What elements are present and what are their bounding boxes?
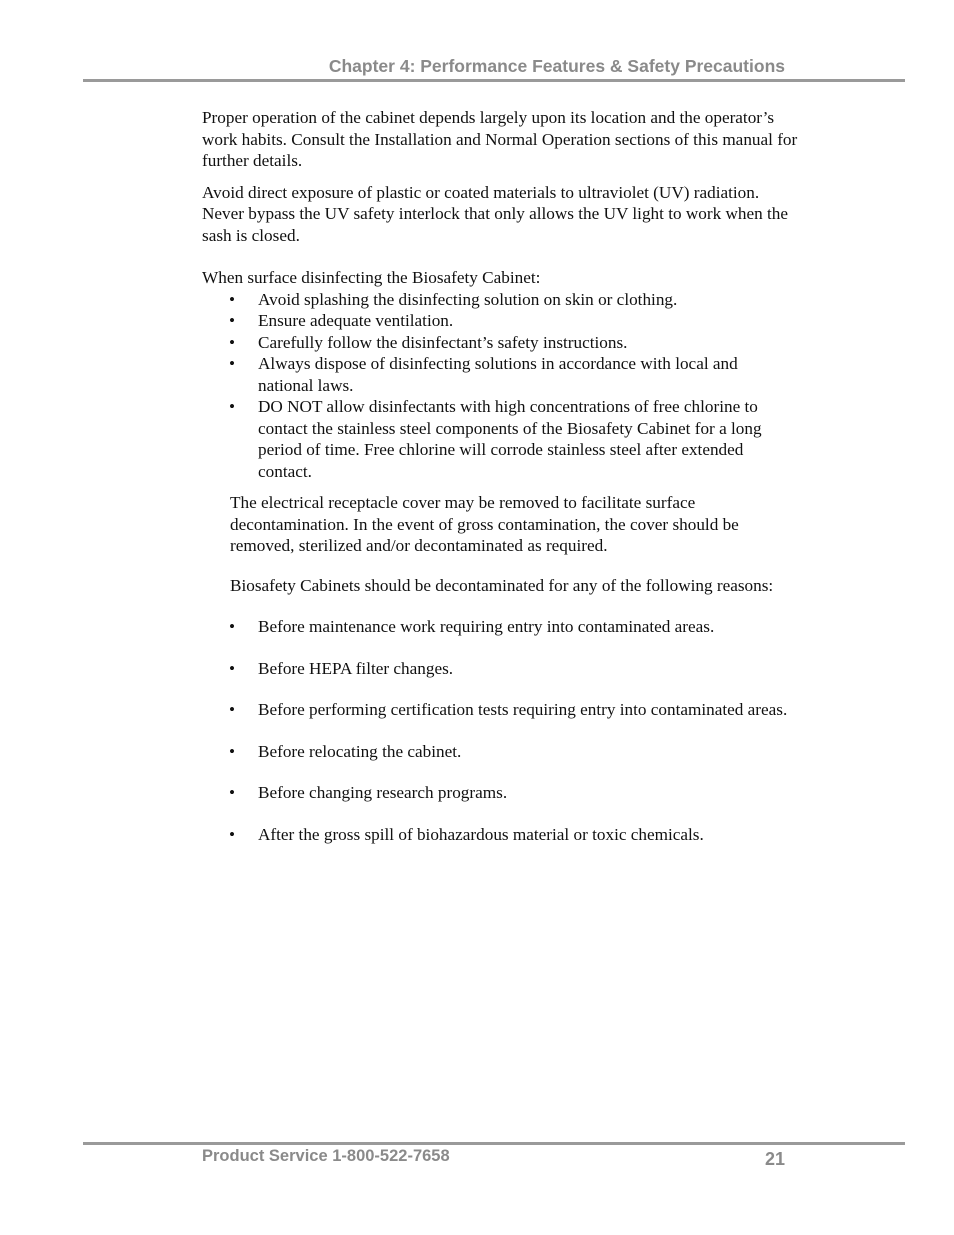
disinfect-intro: When surface disinfecting the Biosafety Cabinet: xyxy=(202,268,541,287)
bullet-icon: • xyxy=(229,289,236,309)
list-item-text: Before HEPA filter changes. xyxy=(258,658,454,678)
list-item xyxy=(202,824,788,846)
list-item xyxy=(202,310,788,332)
paragraph-receptacle: The electrical receptacle cover may be removed to facilitate surface decontamination. In the event of gross contamination, the cover should be removed, sterilized and/or decontaminated as required. xyxy=(230,493,739,555)
bullet-icon: • xyxy=(229,658,236,678)
list-item xyxy=(202,782,788,804)
list-item xyxy=(202,741,788,763)
list-item xyxy=(202,616,788,638)
bullet-icon: • xyxy=(229,354,236,373)
list-item-text: Avoid splashing the disinfecting solution on skin or clothing. xyxy=(258,289,678,309)
list-item-text: Before changing research programs. xyxy=(258,783,508,802)
decon-list xyxy=(202,616,802,845)
list-item-text: After the gross spill of biohazardous material or toxic chemicals. xyxy=(258,824,704,844)
bullet-icon: • xyxy=(229,783,236,802)
page-number: 21 xyxy=(764,1149,785,1169)
list-item xyxy=(202,658,788,680)
list-item xyxy=(202,396,788,482)
chapter-title: Chapter 4: Performance Features & Safety Precautions xyxy=(328,56,785,76)
bullet-icon: • xyxy=(229,824,236,844)
list-item-text: Always dispose of disinfecting solutions in accordance with local and national laws. xyxy=(258,354,738,395)
list-item xyxy=(202,289,788,311)
paragraph-uv-warning: Avoid direct exposure of plastic or coated materials to ultraviolet (UV) radiation. Never bypass the UV safety interlock that only allows the UV light to work when the sash is closed. xyxy=(202,182,789,245)
decon-intro: Biosafety Cabinets should be decontaminated for any of the following reasons: xyxy=(230,575,774,595)
list-item xyxy=(202,332,788,354)
bullet-icon: • xyxy=(229,311,236,330)
header-divider xyxy=(83,79,905,82)
bullet-icon: • xyxy=(229,700,236,719)
bullet-icon: • xyxy=(229,741,236,761)
list-item-text: DO NOT allow disinfectants with high concentrations of free chlorine to contact the stainless steel components of the Biosafety Cabinet for a long period of time. Free chlorine will corrode stainless steel after extended contact. xyxy=(258,397,762,481)
list-item-text: Before performing certification tests requiring entry into contaminated areas. xyxy=(258,700,788,719)
bullet-icon: • xyxy=(229,617,236,636)
list-item xyxy=(202,353,788,396)
disinfect-list xyxy=(202,289,802,483)
list-item-text: Carefully follow the disinfectant’s safety instructions. xyxy=(258,332,628,352)
paragraph-operation: Proper operation of the cabinet depends largely upon its location and the operator’s work habits. Consult the Installation and Normal Operation sections of this manual for further details. xyxy=(202,108,798,170)
list-item xyxy=(202,699,788,721)
bullet-icon: • xyxy=(229,332,236,352)
bullet-icon: • xyxy=(229,397,236,416)
footer-divider xyxy=(83,1142,905,1145)
product-service-phone: Product Service 1-800-522-7658 xyxy=(202,1147,450,1165)
page-content xyxy=(202,107,802,865)
list-item-text: Before relocating the cabinet. xyxy=(258,741,462,761)
list-item-text: Before maintenance work requiring entry into contaminated areas. xyxy=(258,617,715,636)
list-item-text: Ensure adequate ventilation. xyxy=(258,311,454,330)
